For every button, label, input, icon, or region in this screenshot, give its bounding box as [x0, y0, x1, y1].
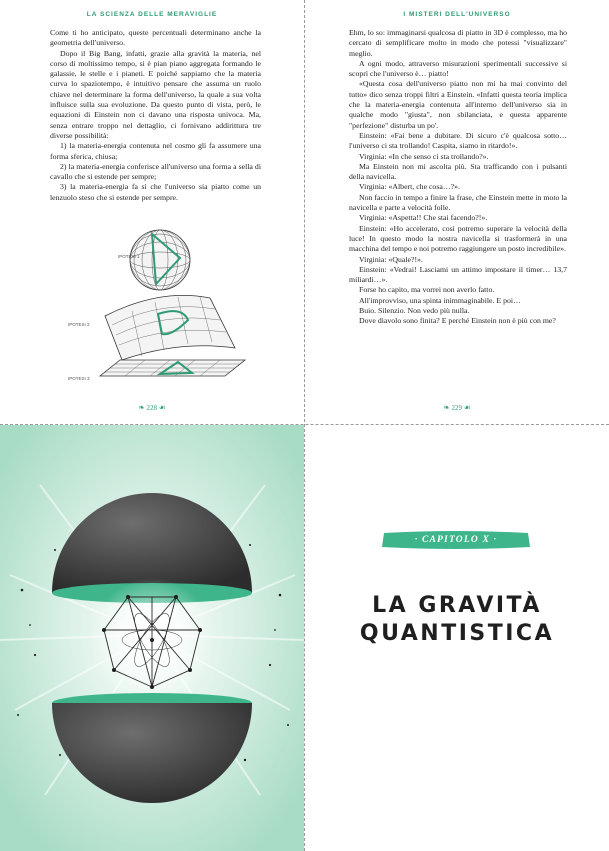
left-page-body: [50, 28, 261, 203]
paragraph: Ma Einstein non mi ascolta più. Sta trafficando con i pulsanti della navicella.: [349, 161, 567, 182]
hypothesis-label: IPOTESI 2: [68, 322, 90, 327]
hypothesis-label: IPOTESI 3: [68, 376, 90, 381]
geometry-hypotheses-figure: [60, 228, 260, 398]
dialogue-line: Virginia: «Aspetta!! Che stai facendo?!».: [359, 213, 488, 223]
paragraph: A ogni modo, attraverso misurazioni sperimentali successive si scoprì che l'universo è… piatto!: [349, 58, 567, 79]
chapter-label: · CAPITOLO X ·: [414, 535, 498, 545]
paragraph: Dove diavolo sono finita? E perché Einstein non è più con me?: [359, 316, 556, 326]
list-item: 3) la materia-energia fa sì che l'universo sia piatto come un lenzuolo steso che si estende per sempre.: [50, 182, 261, 202]
page-number: 229: [451, 404, 463, 412]
paragraph: Come ti ho anticipato, queste percentuali determinano anche la geometria dell'universo.: [50, 28, 261, 48]
paragraph: Buio. Silenzio. Non vedo più nulla.: [359, 306, 470, 316]
hypothesis-label: IPOTESI 1: [118, 254, 140, 259]
dialogue-line: Virginia: «Albert, che cosa…?».: [359, 182, 460, 192]
list-item: 1) la materia-energia contenuta nel cosmo gli fa assumere una forma sferica, chiusa;: [50, 141, 261, 161]
sphere-shape: [130, 230, 190, 290]
ornament-icon: ☙: [158, 403, 166, 412]
chapter-banner: [380, 530, 532, 550]
dialogue-line: Einstein: «Ho accelerato, così potremo superare la velocità della luce! In questo modo la nostra navicella si trasformerà in una macchina del tempo e noi potremo raggiungere un posto incredibile».: [349, 223, 567, 254]
page-footer-right: [305, 403, 609, 412]
page-footer-left: [0, 403, 304, 412]
ornament-icon: ❧: [138, 403, 145, 412]
paragraph: Non faccio in tempo a finire la frase, che Einstein mette in moto la navicella e parte a velocità folle.: [349, 192, 567, 213]
paragraph: All'improvviso, una spinta inimmaginabile. E poi…: [359, 295, 521, 305]
saddle-shape: [105, 295, 235, 360]
chapter-title-line1: LA GRAVITÀ: [372, 593, 542, 618]
flat-plane-shape: [100, 360, 245, 376]
ornament-icon: ☙: [463, 403, 471, 412]
dialogue-line: Einstein: «Vedrai! Lasciami un attimo impostare il timer… 13,7 miliardi…».: [349, 264, 567, 285]
list-item: 2) la materia-energia conferisce all'universo una forma a sella di cavallo che si estende per sempre;: [50, 161, 261, 182]
chapter-opener: [305, 425, 609, 851]
running-head-left: LA SCIENZA DELLE MERAVIGLIE: [86, 11, 218, 18]
chapter-title-line2: QUANTISTICA: [359, 621, 555, 646]
dialogue-line: Einstein: «Fai bene a dubitare. Di sicuro c'è qualcosa sotto… l'universo ci sta trollando! Caspita, siamo in ritardo!».: [349, 130, 567, 151]
page-number: 228: [146, 404, 158, 412]
paragraph: «Questa cosa dell'universo piatto non mi ha mai convinto del tutto» dico senza troppi filtri a Einstein. «Infatti questa teoria implica che la materia-energia contenuta all'interno dell'universo sia in qualche modo "giusta", non sbilanciata, e questa apparente "perfezione" disturba un po'.: [349, 79, 567, 130]
paragraph: Ehm, lo so: immaginarsi qualcosa di piatto in 3D è complesso, ma ho cercato di semplificare molto in modo che potessi "visualizzare" meglio.: [349, 28, 567, 58]
ornament-icon: ❧: [443, 403, 450, 412]
dialogue-line: Virginia: «In che senso ci sta trollando?».: [359, 151, 489, 161]
paragraph: Forse ho capito, ma vorrei non averlo fatto.: [359, 285, 495, 295]
running-head-right: I MISTERI DELL'UNIVERSO: [403, 11, 511, 18]
paragraph: Dopo il Big Bang, infatti, grazie alla gravità la materia, nel corso di moltissimo tempo, si è pian piano aggregata formando le galassie, le stelle e i pianeti. E poiché sappiamo che la materia curva lo spaziotempo, è intuitivo pensare che assuma un ruolo chiave nel determinare la forma dell'universo, la quale a sua volta influisce sulla sua evoluzione. Da questo punto di vista, però, le equazioni di Einstein non ci davano una risposta univoca. Ma, senza entrare troppo nel dettaglio, ci fornivano addirittura tre diverse possibilità:: [50, 48, 261, 140]
right-page-body: [349, 28, 567, 327]
opening-sphere-illustration: [0, 425, 304, 851]
right-page: [305, 0, 609, 424]
left-page: [0, 0, 304, 424]
dialogue-line: Virginia: «Quale?!».: [359, 254, 423, 264]
